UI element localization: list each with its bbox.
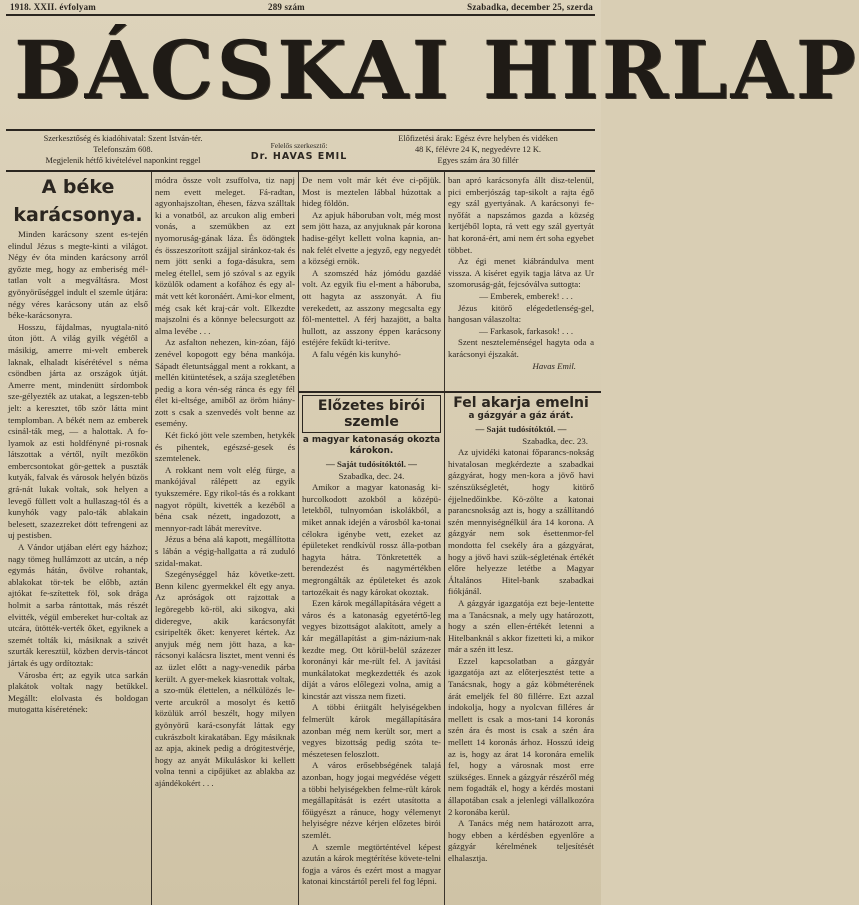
editor-label: Felelős szerkesztő:: [270, 141, 328, 150]
article-1-title: A béke karácsonya.: [13, 176, 143, 226]
article-1-paragraph: Két fickó jött vele szemben, hetykék és pihentek, egészsé-gesek és szemtelenek.: [155, 430, 295, 464]
article-1-paragraph: Városba ért; az egyik utca sarkán plakátok voltak nagy betűkkel. Megállt: elolvasta és boldogan mutogatta kíséretének:: [8, 669, 148, 715]
article-1-paragraph: Szent neszteleménségel hagyta oda a karácsonyi éjszakát.: [448, 337, 594, 359]
masthead-rule: [6, 129, 595, 131]
article-1-paragraph: — Farkasok, farkasok! . . .: [478, 325, 574, 336]
article-2-paragraph: A város erősebbségének talajá azonban, hogy jogai megvédése végett a többi helyiségekben felme-rült károk megállapítását is ezért utasította a főügyészt a ránuce, hogy vélemenyt helyiségre nézve kérjen előzetes birói szemlét.: [302, 760, 441, 840]
article-3-title: Fel akarja emelni: [453, 395, 589, 411]
article-3: [448, 395, 594, 903]
article-2-subtitle-2: károkon.: [349, 446, 394, 456]
section-rule: [299, 391, 601, 393]
subscription-line-1: Előfizetési árak: Egész évre helyben és vidéken: [398, 134, 558, 143]
header-editor: [245, 140, 353, 162]
year-label: 1918. XXII. évfolyam: [10, 2, 96, 12]
article-2-title: Előzetes birói szemle: [302, 395, 441, 433]
article-2-paragraph: Amikor a magyar katonaság ki-hurcolkodott azokból a középü-letekből, tulnyomóan iskolákból, a miket annak idején a városból ka-tonai célokra igénybe vett, ezeket az épületeket rendkívül rossz álla-potban hagyta hátra. Tönkretették a berendezést és nagymértékben megrongálták az épületeket és azok tartozékait és nagy károkat okoztak.: [302, 482, 441, 597]
article-1-paragraph: Az égi menet kiábrándulva ment vissza. A kíséret egyik tagja látva az Ur szomoruság-gát, fejcsóválva suttogta:: [448, 256, 594, 290]
article-3-paragraph: Az ujvidéki katonai főparancs-nokság hivatalosan megkérdezte a szabadkai gázgyárat, hogy men-kora a jövő havi szénszükségletét, hogy kitörő éjjelnedőinkbe. Kö-zölte a katonai parancsnokság azt is, hogy a szállítandó szén mennyiségnélkül ára 14 korona. A gázgyár nem sok ésettenmor-fel mondotta fel csekély ára a gázgyárat, hogy a jövő havi szük-ségleténak értékét előre helyezze letétbe a Magyar Általános Hitel-bank szabadkai fiókjánál.: [448, 447, 594, 597]
column-rule-1: [151, 172, 152, 905]
article-1-paragraph: Hosszu, fájdalmas, nyugtala-nitó úton jött. A világ gyilk végétől a másikig, amerre mi-velt emberek laknak, elhaladt kísérétével s néma csöndben járta az országok útját. Amerre ment, mindenütt sírdombok sze-gélyezték az utakat, a legszen-tebb jelt: a keresztet, tőb ször látta mint templomban. A békét nem az emberek csinál-ták meg, — a halottak. A fo-lyamok az esti holdfényné pi-rosnak látszottak a vértől, nyílt mezőkön embercsontokat gör-gettek a puszták kutyák, falvak és városok helyén büzös grá-nát lukak voltak, sok helyen a levegő füllett volt a hullaszag-tól és a kunyhók vagy palo-ták ablakain belesett, szazezreket dött tefrengeni az uj pestisben.: [8, 321, 148, 541]
article-2-dateline: Szabadka, dec. 24.: [338, 470, 405, 481]
article-3-subtitle: a gázgyár a gáz árát.: [468, 411, 574, 421]
article-1-paragraph: A Vándor utjában elért egy házhoz; nagy tömeg hullámzott az utcán, a nép egymás hátán, ővölve rohantak, ablakokat tör-tek be előbb, aztán ajtókat fe-szítettek föl, sok drága holmit a sarba rántottak, más részét elvitték, végül embereket hur-coltak az utcára, ütötték-verték őket, egyiknek a szemét tolták ki, másiknak a szivét szurták keresztül, közben dervis-táncot jártak és ugy ordítoztak:: [8, 542, 148, 668]
header-rule: [6, 170, 595, 172]
article-1-signature: Havas Emil.: [532, 360, 576, 371]
article-2-paragraph: A többi ériitgált helyiségekben felmerült károk megállapítására azonban még nem került sor, mert a vegyes bizottság pedig szóta te-mészetesen feloszlott.: [302, 702, 441, 759]
article-3-byline: — Saját tudósítóktól. —: [475, 424, 567, 434]
article-1-paragraph: Szegénységgel ház követke-zett. Benn kilenc gyermekkel élt egy anya. Az apróságok ott rajzottak a legöregebb kö-röl, aki sikogva, aki dideregve, akik karácsonyfát csiripelték őket: kenyeret kértek. Az anyjuk még nem jött haza, a ka-rácsonyi kalácsra lisztet, ment venni és az üzlet előtt a nagy-venedik párba került. A gyer-mekek kiasrottak voltak, a szo-mük élettelen, a nélkülözés le-verte arcukról a mosolyt és kettő közülük arról beszélt, hogy milyen gyönyörű kará-csonyfát láttak egy cukrászbolt kirakatában. Egy másiknak az apja, akinek pedig a drógitestvérje, hogy az anyát Mikuláskor ki kellett volna tenni a cipőjüket az ablakba az ajándékokért . . .: [155, 569, 295, 788]
article-1-paragraph: Jézus kitörő elégedetlenség-gel, hangosan válaszolta:: [448, 302, 594, 325]
subscription-line-2: 48 K, félévre 24 K, negyedévre 12 K.: [414, 145, 542, 154]
article-1-paragraph: ban apró karácsonyfa állt disz-telenül, pici emberjószág tap-sikolt a rajta égő egy szál gyertyának. A karácsonyi fe-nyőfát a napszámos gazda a község kertjéből lopta, rá vett egy szál gyertyát hat koroná-ért, ami nem ért soha egyebet többet.: [448, 175, 594, 255]
article-1-paragraph: Az asfalton nehezen, kin-zóan, fájó zenével kopogott egy béna mankója. Sápadt életuntsággal ment a rokkant, a mellén kitüntetések, a szája szegletében pedig a kora vén-ség ránca és egy fél élet ki-eltsége, amiből az öröm hiány-zott s csak a szenvedés volt benne az esemény.: [155, 337, 295, 429]
article-1-paragraph: módra össze volt zsuffolva, tiz napj nem evett meleget. Fá-radtan, agyonhajszoltan, éhesen, fázva szálltak ki a vonatból, az arcukon alig emberi vonás, a szemükben az ezt nyomoruság-gának láza. És ödöngtek és összeszorított szájjal siránkoz-tak és nem jött senki a foga-dásukra, sem meleg étellel, sem jó szóval s az egyik közülők odament a kofához és egy al-mát vett két koronáért. Ami-kor elment, még csak két kraj-cár volt. Elkezdte majszolni és a könnye belecsurgott az alma levébe . . .: [155, 175, 295, 336]
article-1-paragraph: Jézus a béna alá kapott, megállította s lábán a végig-hallgatta a rá zuduló szidal-makat.: [155, 534, 295, 568]
article-3-dateline: Szabadka, dec. 23.: [522, 435, 588, 446]
issue-date: Szabadka, december 25, szerda: [467, 2, 593, 12]
article-2-paragraph: Ezen károk megállapítására végett a város és a katonaság egyetértő-leg vegyes bizottságot alakított, amely a kár megállapítást a gim-názium-nak kezdte meg. Ott körül-belül százezer koronányi kár me-rült fel. A javítási munkálatokat megkezdették és azok díját a város előlegezi volna, amig a kincstár azt vissza nem fizeti.: [302, 598, 441, 701]
office-address: Szerkesztőség és kiadóhivatal: Szent István-tér.: [43, 134, 203, 143]
article-1-column-2: [155, 175, 295, 903]
issue-number: 289 szám: [268, 2, 305, 12]
article-3-paragraph: A gázgyár igazgatója ezt beje-lentette ma a Tanácsnak, a mely ugy határozott, hogy a szén ellen-értékét letenni a Hitelbanknál s akkor fizetteti ki, a mikor már a szén itt lesz.: [448, 597, 594, 655]
header-subscription: [362, 133, 594, 166]
article-1-column-1: [8, 173, 148, 903]
masthead-title: BÁCSKAI HIRLAP: [14, 23, 859, 117]
column-rule-2: [298, 172, 299, 905]
article-1-column-3: [302, 175, 441, 389]
article-3-paragraph: A Tanács még nem határozott arra, hogy ebben a kérdésben egyenlőre a gázgyár kérelmének teljesítését elhalasztja.: [448, 818, 594, 863]
article-2-subtitle-1: a magyar katonaság okozta: [302, 435, 441, 445]
article-1-paragraph: Minden karácsony szent es-tején elindul Jézus s megte-kinti a világot. Négy év óta minden karácsony arról győzte meg, hogy az emberiség mél-tatlan volt a megváltásra. Most gyönyörűséggel indult el szemle útjára: négy véres karácsony után az első béke-karácsonyra.: [8, 229, 148, 321]
article-1-paragraph: Az apjuk háboruban volt, még most sem jött haza, az anyjuknak pár korona hadise-gélyt kellett volna kapnia, an-nak felét elvette a jegyző, egy negyedét a községi ernök.: [302, 209, 441, 267]
article-2-paragraph: A szemle megtörténtével képest azután a károk megtérítése követe-telni fogja a város és ezért most a magyar katonai kincstártól pereli fel fog lépni.: [302, 841, 441, 887]
article-3-paragraph: Ezzel kapcsolatban a gázgyár igazgatója azt az előterjesztést tette a Tanácsnak, hogy a gáz köbméterének árát emeljék fel 80 fillérre. Ezt azzal indokolja, hogy a nyolcvan filléres ár mellett is csak a mos-tani 14 koronás szén ára és most is csak a szén ára mellett 14 koronás árhoz. Hosszú ideig az is, hogy az árat 14 koronára emelik fel, hogy a városnak most erre szükséges. Ennek a gázgyár részéről még nem fogadták el, hogy a kérdés mostani állapotában csak a jelenlegi vállalkozóra 2 koronába kerül.: [448, 655, 594, 817]
article-1-paragraph: De nem volt már két éve ci-pőjük. Most is meztelen lábbal húzottak a hideg földön.: [302, 175, 441, 209]
article-1-column-4: [448, 175, 594, 389]
editor-name: Dr. HAVAS EMIL: [250, 151, 348, 162]
article-1-paragraph: A rokkant nem volt elég fürge, a mankójával rálépett az egyik tyukszemére. Egy rikol-tás és a rokkant nagyot röpült, kivették a kezéből a béna csak nézett, ingadozott, a mennyor-radt lábát merevítve.: [155, 464, 295, 533]
header-office: [8, 133, 238, 166]
office-schedule: Megjelenik hétfő kivételével naponkint reggel: [45, 156, 201, 165]
office-phone: Telefonszám 608.: [93, 145, 153, 154]
article-1-paragraph: A szomszéd ház jómódu gazdáé volt. Az egyik fiu el-ment a háboruba, ott hagyta az asszonyát. A fiu verekedett, az asszony megcsalta egy föl-mentettel. A férj hazajött, a balta hullott, az asszony éppen karácsony estéjére fekűdt ki-terítve.: [302, 267, 441, 348]
article-2-byline: — Saját tudósítóktól. —: [326, 459, 417, 469]
column-rule-3: [444, 172, 445, 905]
article-1-paragraph: A falu végén kis kunyhó-: [312, 348, 401, 359]
article-2: [302, 395, 441, 903]
article-1-paragraph: — Emberek, emberek! . . .: [479, 290, 573, 301]
subscription-line-3: Egyes szám ára 30 fillér: [437, 156, 519, 165]
